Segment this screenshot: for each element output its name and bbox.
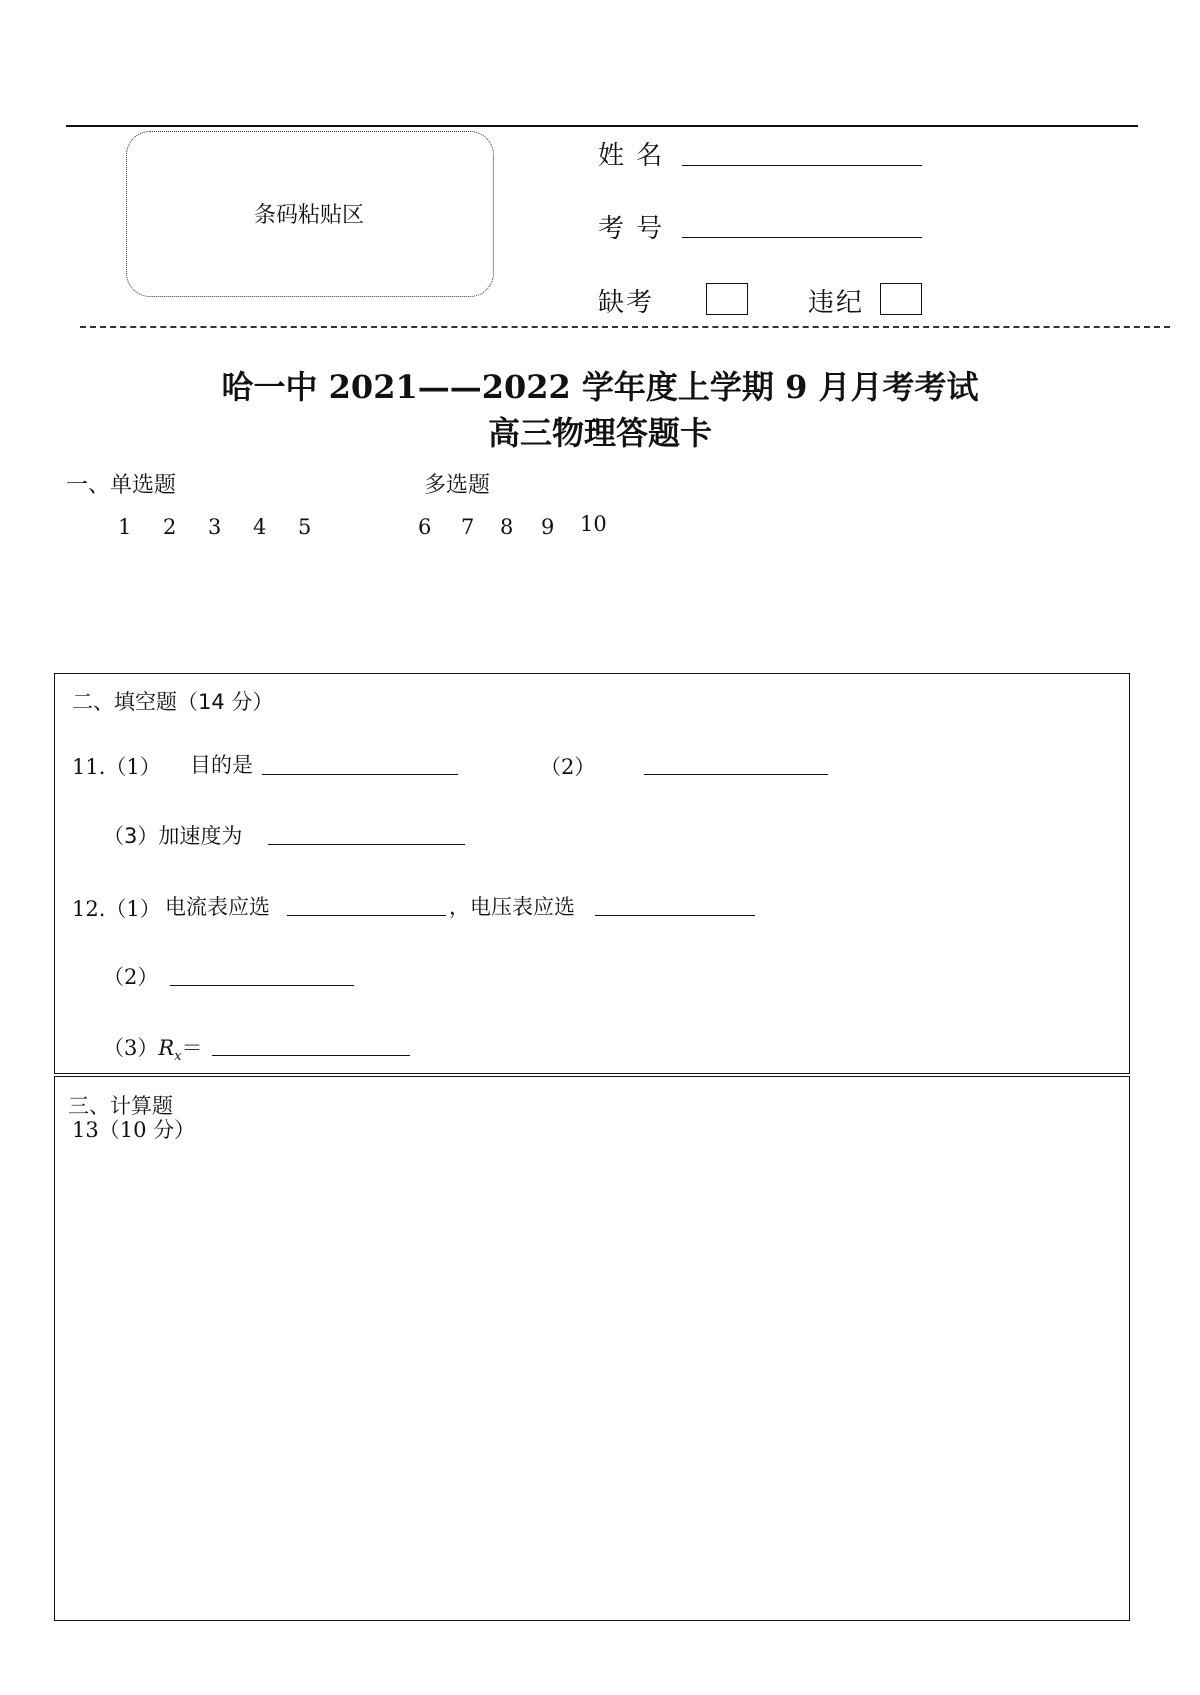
exam-number-field[interactable] [682, 237, 922, 238]
multi-choice-label: 多选题 [424, 473, 491, 498]
top-rule [66, 125, 1138, 127]
barcode-area-label: 条码粘贴区 [253, 203, 364, 228]
choice-number[interactable]: 6 [418, 515, 432, 539]
q11-part1-blank[interactable] [262, 774, 458, 775]
exam-subtitle: 高三物理答题卡 [487, 414, 712, 452]
q11-part1-number: 11.（1） [72, 755, 161, 779]
fill-in-heading: 二、填空题（14 分） [72, 690, 274, 714]
violation-label: 违纪 [808, 288, 865, 318]
q11-part3-blank[interactable] [268, 844, 465, 845]
resistance-symbol: R [158, 1036, 175, 1060]
q12-ammeter-blank[interactable] [287, 915, 446, 916]
choice-number[interactable]: 4 [253, 515, 267, 539]
q12-part3-blank[interactable] [212, 1055, 410, 1056]
q11-part3-label: （3）加速度为 [103, 824, 243, 848]
equals-sign: ＝ [181, 1036, 203, 1060]
single-choice-label: 一、单选题 [66, 473, 177, 498]
q12-part1-number: 12.（1） [72, 897, 161, 921]
q12-voltmeter-label: ，电压表应选 [449, 895, 575, 919]
calculation-heading: 三、计算题 [68, 1094, 173, 1118]
choice-number[interactable]: 7 [461, 515, 475, 539]
choice-number[interactable]: 10 [580, 512, 607, 536]
q12-part3-label [103, 1032, 203, 1064]
name-label: 姓 名 [598, 141, 665, 171]
calculation-section[interactable] [54, 1076, 1130, 1621]
name-field[interactable] [682, 165, 922, 166]
q12-part3-prefix: （3） [103, 1036, 159, 1060]
choice-number[interactable]: 9 [541, 515, 555, 539]
q12-ammeter-label: 电流表应选 [165, 895, 270, 919]
absent-label: 缺考 [598, 288, 655, 318]
choice-number[interactable]: 5 [298, 515, 312, 539]
q11-part2-blank[interactable] [644, 774, 828, 775]
q13-label: 13（10 分） [72, 1118, 196, 1142]
q11-part2-label: （2） [540, 755, 596, 779]
violation-checkbox[interactable] [880, 283, 922, 315]
cut-line [80, 326, 1170, 328]
choice-number[interactable]: 1 [118, 515, 132, 539]
exam-number-label: 考 号 [598, 214, 665, 244]
choice-number[interactable]: 3 [208, 515, 222, 539]
q12-part2-label: （2） [103, 965, 159, 989]
q11-part1-label: 目的是 [190, 753, 253, 777]
q12-part2-blank[interactable] [170, 985, 354, 986]
choice-number[interactable]: 8 [500, 515, 514, 539]
fill-in-section [54, 673, 1130, 1074]
absent-checkbox[interactable] [706, 283, 748, 315]
choice-number[interactable]: 2 [163, 515, 177, 539]
resistance-subscript: x [174, 1049, 182, 1065]
exam-title: 哈一中 2021——2022 学年度上学期 9 月月考考试 [221, 368, 979, 406]
q12-voltmeter-blank[interactable] [595, 915, 755, 916]
